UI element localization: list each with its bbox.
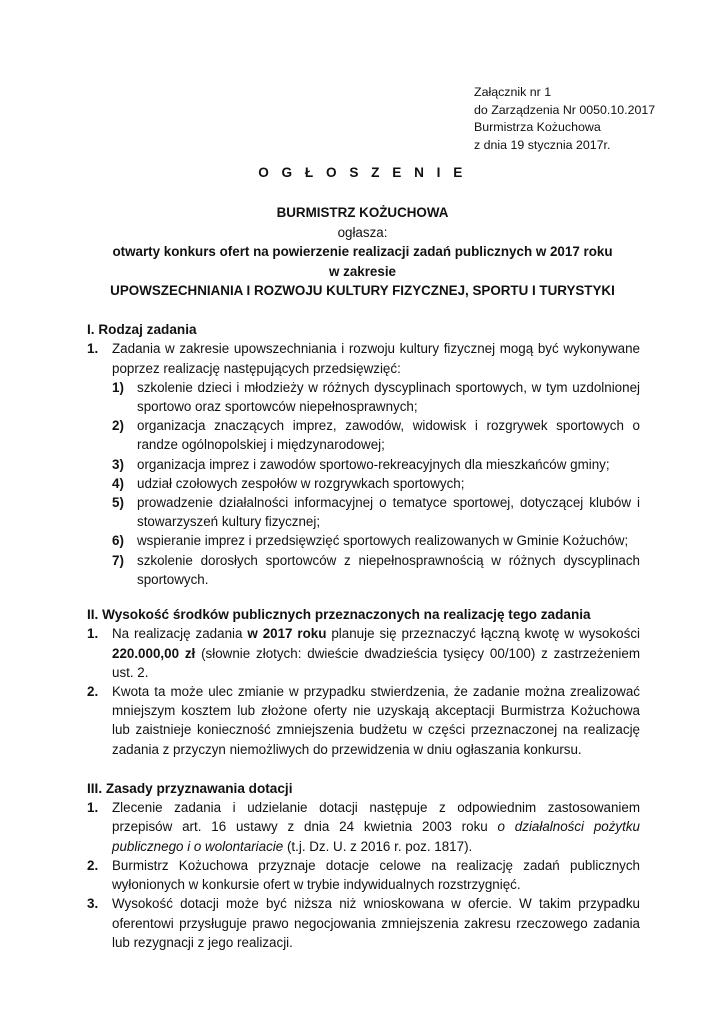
sub-item-text: udział czołowych zespołów w rozgrywkach sportowych; [137, 475, 465, 491]
sub-item [112, 493, 640, 531]
attachment-line: z dnia 19 stycznia 2017r. [474, 137, 611, 152]
sub-item-number: 1) [112, 379, 124, 395]
scope-title: UPOWSZECHNIANIA I ROZWOJU KULTURY FIZYCZNEJ, SPORTU I TURYSTYKI [110, 283, 615, 299]
sub-item-text: organizacja imprez i zawodów sportowo-rekreacyjnych dla mieszkańców gminy; [137, 456, 610, 472]
sub-item [112, 378, 640, 416]
list-item [87, 856, 640, 894]
sub-item-text: organizacja znaczących imprez, zawodów, widowisk i rozgrywek sportowych o randze ogólnopolskiej i międzynarodowej; [137, 418, 640, 453]
section-heading: II. Wysokość środków publicznych przeznaczonych na realizację tego zadania [87, 607, 591, 623]
text-span: (słownie złotych: dwieście dwadzieścia tysięcy 00/100) z zastrzeżeniem ust. 2. [112, 645, 641, 680]
item-text: Kwota ta może ulec zmianie w przypadku stwierdzenia, że zadanie można zrealizować mniejszym kosztem lub złożone oferty nie uzyskają akceptacji Burmistrza Kożuchowa lub zaistnieje konieczność zmniejszenia budżetu w części przeznaczonej na realizację zadania z przyczyn niemożliwych do przewidzenia w dniu ogłaszania konkursu. [112, 684, 640, 757]
amount-value: 220.000,00 zł [112, 645, 196, 661]
sub-item-text: szkolenie dorosłych sportowców z niepełnosprawnością w różnych dyscyplinach sportowych. [137, 552, 640, 587]
sub-item-number: 3) [112, 456, 124, 472]
text-span: (t.j. Dz. U. z 2016 r. poz. 1817). [283, 838, 473, 854]
item-number: 3. [87, 896, 99, 912]
attachment-line: Załącznik nr 1 [474, 85, 552, 99]
scope-intro: w zakresie [329, 263, 396, 279]
list-item [87, 624, 640, 682]
document-body [87, 320, 640, 952]
section-heading: III. Zasady przyznawania dotacji [87, 780, 293, 796]
item-number: 1. [87, 800, 99, 816]
sub-item-number: 6) [112, 533, 124, 549]
sub-item-text: wspieranie imprez i przedsięwzięć sportowych realizowanych w Gminie Kożuchów; [137, 533, 629, 549]
item-number: 2. [87, 684, 99, 700]
announces-label: ogłasza: [337, 224, 388, 240]
sub-item [112, 416, 640, 454]
sub-item-number: 4) [112, 475, 124, 491]
list-item [87, 682, 640, 759]
item-text [112, 624, 640, 682]
section-heading: I. Rodzaj zadania [87, 322, 197, 337]
list-item [87, 798, 640, 856]
text-span-bold: w 2017 roku [247, 626, 327, 642]
item-text: Zadania w zakresie upowszechniania i rozwoju kultury fizycznej mogą być wykonywane poprzez realizację następujących przedsięwzięć: [112, 341, 640, 376]
sub-item [112, 551, 640, 589]
text-span: planuje się przeznaczyć łączną kwotę w wysokości [326, 626, 640, 642]
item-text [112, 798, 640, 856]
sub-item [112, 474, 640, 493]
item-number: 1. [87, 626, 99, 642]
sub-list [112, 378, 640, 589]
sub-item-number: 5) [112, 495, 124, 511]
list-item [87, 339, 640, 589]
sub-item-text: prowadzenie działalności informacyjnej o tematyce sportowej, dotyczącej klubów i stowarzyszeń kultury fizycznej; [137, 495, 640, 530]
item-text: Burmistrz Kożuchowa przyznaje dotacje celowe na realizację zadań publicznych wyłonionych w konkursie ofert w trybie indywidualnych rozstrzygnięć. [112, 857, 640, 893]
item-number: 2. [87, 857, 99, 873]
document-title: O G Ł O S Z E N I E [258, 165, 467, 180]
issuer: BURMISTRZ KOŻUCHOWA [276, 205, 449, 220]
sub-item [112, 455, 640, 474]
text-span: Zlecenie zadania i udzielanie dotacji następuje z odpowiednim zastosowaniem przepisów art. 16 ustawy z dnia 24 kwietnia 2003 roku [112, 800, 640, 835]
competition-title: otwarty konkurs ofert na powierzenie realizacji zadań publicznych w 2017 roku [112, 244, 613, 260]
announcement-header [0, 203, 725, 301]
text-span-italic: o działalności pożytku publicznego i o wolontariacie [112, 819, 640, 854]
sub-item-text: szkolenie dzieci i młodzieży w różnych dyscyplinach sportowych, w tym uzdolnionej sportowo oraz sportowców niepełnosprawnych; [137, 379, 640, 415]
attachment-note [474, 84, 655, 154]
sub-item [112, 531, 640, 550]
sub-item-number: 7) [112, 552, 124, 568]
item-text: Wysokość dotacji może być niższa niż wnioskowana w ofercie. W takim przypadku oferentowi przysługuje prawo negocjowania zmniejszenia zakresu rzeczowego zadania lub rezygnacji z jego realizacji. [112, 896, 640, 950]
list-item [87, 894, 640, 952]
attachment-line: do Zarządzenia Nr 0050.10.2017 [474, 102, 656, 117]
item-number: 1. [87, 341, 99, 357]
attachment-line: Burmistrza Kożuchowa [474, 120, 601, 134]
text-span: Na realizację zadania [112, 626, 248, 642]
sub-item-number: 2) [112, 418, 124, 434]
